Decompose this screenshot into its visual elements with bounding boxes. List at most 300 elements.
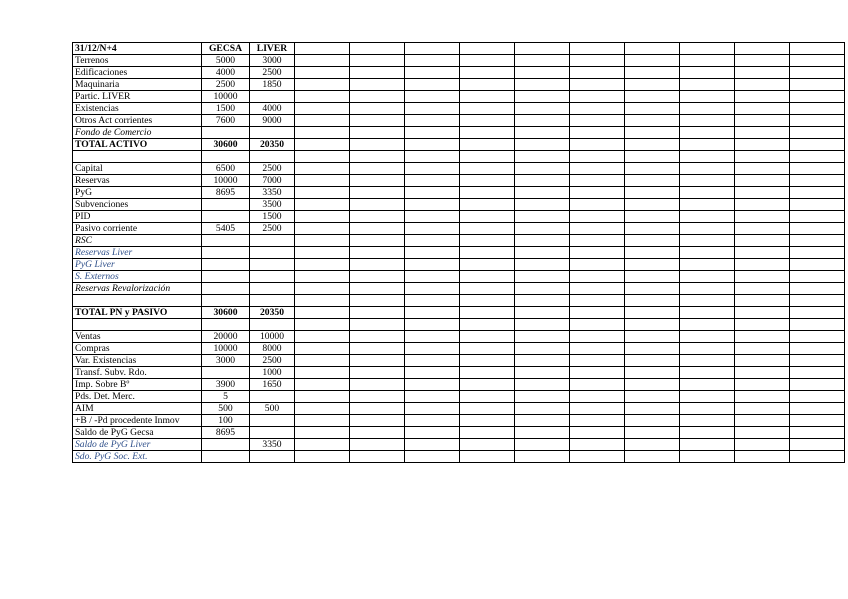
empty-cell[interactable] [790,55,845,67]
empty-cell[interactable] [460,211,515,223]
empty-cell[interactable] [790,67,845,79]
liver-value-cell[interactable]: 20350 [250,139,295,151]
empty-cell[interactable] [405,67,460,79]
empty-cell[interactable] [625,355,680,367]
empty-cell[interactable] [460,187,515,199]
empty-cell[interactable] [460,115,515,127]
gecsa-value-cell[interactable]: 10000 [202,343,250,355]
header-gecsa-cell[interactable]: GECSA [202,43,250,55]
empty-cell[interactable] [405,151,460,163]
liver-value-cell[interactable] [250,127,295,139]
empty-cell[interactable] [350,127,405,139]
liver-value-cell[interactable]: 8000 [250,343,295,355]
empty-cell[interactable] [295,115,350,127]
empty-cell[interactable] [790,199,845,211]
empty-cell[interactable] [735,367,790,379]
empty-cell[interactable] [460,319,515,331]
liver-value-cell[interactable]: 2500 [250,163,295,175]
empty-cell[interactable] [515,319,570,331]
gecsa-value-cell[interactable] [202,259,250,271]
empty-cell[interactable] [515,199,570,211]
empty-cell[interactable] [405,235,460,247]
empty-cell[interactable] [625,163,680,175]
empty-cell[interactable] [680,439,735,451]
gecsa-value-cell[interactable]: 6500 [202,163,250,175]
liver-value-cell[interactable]: 10000 [250,331,295,343]
empty-cell[interactable] [570,295,625,307]
empty-cell[interactable] [515,451,570,463]
empty-cell[interactable] [405,379,460,391]
empty-cell[interactable] [680,175,735,187]
empty-cell[interactable] [350,115,405,127]
liver-value-cell[interactable]: 500 [250,403,295,415]
empty-cell[interactable] [460,199,515,211]
empty-cell[interactable] [295,283,350,295]
empty-cell[interactable] [460,355,515,367]
empty-cell[interactable] [350,391,405,403]
gecsa-value-cell[interactable]: 10000 [202,175,250,187]
empty-cell[interactable] [735,211,790,223]
empty-cell[interactable] [790,283,845,295]
empty-cell[interactable] [735,115,790,127]
empty-cell[interactable] [295,247,350,259]
row-label-cell[interactable]: Transf. Subv. Rdo. [73,367,202,379]
empty-cell[interactable] [350,355,405,367]
empty-cell[interactable] [570,451,625,463]
empty-cell[interactable] [735,235,790,247]
empty-cell[interactable] [680,271,735,283]
row-label-cell[interactable]: Otros Act corrientes [73,115,202,127]
empty-cell[interactable] [515,247,570,259]
empty-cell[interactable] [405,331,460,343]
empty-cell[interactable] [295,55,350,67]
empty-cell[interactable] [350,151,405,163]
empty-cell[interactable] [460,367,515,379]
empty-cell[interactable] [295,427,350,439]
liver-value-cell[interactable] [250,91,295,103]
empty-cell[interactable] [405,259,460,271]
empty-cell[interactable] [515,331,570,343]
empty-cell[interactable] [295,43,350,55]
gecsa-value-cell[interactable]: 30600 [202,307,250,319]
empty-cell[interactable] [790,43,845,55]
empty-cell[interactable] [405,355,460,367]
empty-cell[interactable] [295,79,350,91]
empty-cell[interactable] [350,79,405,91]
liver-value-cell[interactable]: 1650 [250,379,295,391]
row-label-cell[interactable]: TOTAL PN y PASIVO [73,307,202,319]
empty-cell[interactable] [515,403,570,415]
row-label-cell[interactable]: Pds. Det. Merc. [73,391,202,403]
empty-cell[interactable] [295,319,350,331]
liver-value-cell[interactable]: 9000 [250,115,295,127]
empty-cell[interactable] [460,223,515,235]
empty-cell[interactable] [625,235,680,247]
gecsa-value-cell[interactable] [202,319,250,331]
empty-cell[interactable] [570,139,625,151]
empty-cell[interactable] [295,307,350,319]
empty-cell[interactable] [680,115,735,127]
liver-value-cell[interactable] [250,283,295,295]
empty-cell[interactable] [515,283,570,295]
row-label-cell[interactable]: Imp. Sobre Bº [73,379,202,391]
row-label-cell[interactable]: +B / -Pd procedente Inmov [73,415,202,427]
row-label-cell[interactable]: Ventas [73,331,202,343]
empty-cell[interactable] [405,427,460,439]
empty-cell[interactable] [680,391,735,403]
empty-cell[interactable] [405,343,460,355]
gecsa-value-cell[interactable]: 5 [202,391,250,403]
empty-cell[interactable] [460,163,515,175]
empty-cell[interactable] [515,295,570,307]
liver-value-cell[interactable] [250,391,295,403]
empty-cell[interactable] [350,319,405,331]
empty-cell[interactable] [405,247,460,259]
empty-cell[interactable] [515,211,570,223]
empty-cell[interactable] [405,139,460,151]
empty-cell[interactable] [460,415,515,427]
empty-cell[interactable] [350,91,405,103]
empty-cell[interactable] [790,439,845,451]
empty-cell[interactable] [680,343,735,355]
empty-cell[interactable] [790,259,845,271]
empty-cell[interactable] [405,43,460,55]
empty-cell[interactable] [735,439,790,451]
empty-cell[interactable] [735,379,790,391]
empty-cell[interactable] [460,259,515,271]
empty-cell[interactable] [680,199,735,211]
empty-cell[interactable] [515,355,570,367]
empty-cell[interactable] [735,271,790,283]
empty-cell[interactable] [625,319,680,331]
empty-cell[interactable] [790,391,845,403]
row-label-cell[interactable] [73,295,202,307]
empty-cell[interactable] [405,295,460,307]
empty-cell[interactable] [570,91,625,103]
empty-cell[interactable] [625,379,680,391]
empty-cell[interactable] [460,343,515,355]
empty-cell[interactable] [515,151,570,163]
empty-cell[interactable] [680,151,735,163]
liver-value-cell[interactable] [250,247,295,259]
empty-cell[interactable] [350,247,405,259]
empty-cell[interactable] [405,439,460,451]
empty-cell[interactable] [295,415,350,427]
empty-cell[interactable] [680,67,735,79]
empty-cell[interactable] [570,223,625,235]
empty-cell[interactable] [680,235,735,247]
empty-cell[interactable] [515,235,570,247]
gecsa-value-cell[interactable] [202,271,250,283]
empty-cell[interactable] [405,175,460,187]
empty-cell[interactable] [735,139,790,151]
gecsa-value-cell[interactable]: 4000 [202,67,250,79]
empty-cell[interactable] [515,79,570,91]
empty-cell[interactable] [790,307,845,319]
empty-cell[interactable] [625,247,680,259]
empty-cell[interactable] [735,55,790,67]
empty-cell[interactable] [735,67,790,79]
empty-cell[interactable] [515,439,570,451]
empty-cell[interactable] [405,367,460,379]
gecsa-value-cell[interactable] [202,199,250,211]
empty-cell[interactable] [570,67,625,79]
empty-cell[interactable] [680,79,735,91]
empty-cell[interactable] [625,91,680,103]
gecsa-value-cell[interactable]: 8695 [202,427,250,439]
empty-cell[interactable] [295,187,350,199]
liver-value-cell[interactable]: 3500 [250,199,295,211]
empty-cell[interactable] [295,271,350,283]
empty-cell[interactable] [735,307,790,319]
empty-cell[interactable] [625,283,680,295]
empty-cell[interactable] [735,223,790,235]
empty-cell[interactable] [680,331,735,343]
empty-cell[interactable] [350,139,405,151]
empty-cell[interactable] [735,151,790,163]
empty-cell[interactable] [570,151,625,163]
empty-cell[interactable] [515,67,570,79]
empty-cell[interactable] [515,127,570,139]
gecsa-value-cell[interactable] [202,127,250,139]
empty-cell[interactable] [350,451,405,463]
empty-cell[interactable] [735,403,790,415]
liver-value-cell[interactable]: 3000 [250,55,295,67]
empty-cell[interactable] [350,415,405,427]
empty-cell[interactable] [625,223,680,235]
empty-cell[interactable] [295,199,350,211]
row-label-cell[interactable]: Fondo de Comercio [73,127,202,139]
empty-cell[interactable] [625,151,680,163]
empty-cell[interactable] [790,163,845,175]
empty-cell[interactable] [570,283,625,295]
empty-cell[interactable] [515,427,570,439]
empty-cell[interactable] [625,79,680,91]
row-label-cell[interactable]: Partic. LIVER [73,91,202,103]
empty-cell[interactable] [350,223,405,235]
empty-cell[interactable] [295,391,350,403]
empty-cell[interactable] [735,343,790,355]
empty-cell[interactable] [405,163,460,175]
empty-cell[interactable] [625,367,680,379]
empty-cell[interactable] [405,79,460,91]
empty-cell[interactable] [405,211,460,223]
empty-cell[interactable] [735,187,790,199]
empty-cell[interactable] [295,355,350,367]
empty-cell[interactable] [295,451,350,463]
empty-cell[interactable] [405,271,460,283]
row-label-cell[interactable]: Sdo. PyG Soc. Ext. [73,451,202,463]
empty-cell[interactable] [735,247,790,259]
liver-value-cell[interactable] [250,451,295,463]
gecsa-value-cell[interactable]: 10000 [202,91,250,103]
empty-cell[interactable] [570,79,625,91]
gecsa-value-cell[interactable]: 2500 [202,79,250,91]
row-label-cell[interactable]: Saldo de PyG Gecsa [73,427,202,439]
empty-cell[interactable] [460,55,515,67]
gecsa-value-cell[interactable]: 5405 [202,223,250,235]
liver-value-cell[interactable] [250,295,295,307]
gecsa-value-cell[interactable]: 8695 [202,187,250,199]
empty-cell[interactable] [790,115,845,127]
empty-cell[interactable] [570,175,625,187]
empty-cell[interactable] [460,391,515,403]
empty-cell[interactable] [515,115,570,127]
empty-cell[interactable] [350,307,405,319]
empty-cell[interactable] [515,379,570,391]
empty-cell[interactable] [625,343,680,355]
empty-cell[interactable] [790,103,845,115]
empty-cell[interactable] [680,127,735,139]
empty-cell[interactable] [350,403,405,415]
empty-cell[interactable] [350,271,405,283]
empty-cell[interactable] [350,211,405,223]
empty-cell[interactable] [350,259,405,271]
empty-cell[interactable] [790,355,845,367]
empty-cell[interactable] [295,403,350,415]
row-label-cell[interactable]: Subvenciones [73,199,202,211]
empty-cell[interactable] [515,91,570,103]
empty-cell[interactable] [350,379,405,391]
empty-cell[interactable] [350,427,405,439]
gecsa-value-cell[interactable]: 30600 [202,139,250,151]
empty-cell[interactable] [625,271,680,283]
empty-cell[interactable] [570,247,625,259]
empty-cell[interactable] [570,43,625,55]
empty-cell[interactable] [570,415,625,427]
empty-cell[interactable] [295,139,350,151]
empty-cell[interactable] [570,163,625,175]
empty-cell[interactable] [460,67,515,79]
row-label-cell[interactable]: PyG [73,187,202,199]
liver-value-cell[interactable] [250,259,295,271]
empty-cell[interactable] [790,235,845,247]
empty-cell[interactable] [790,211,845,223]
empty-cell[interactable] [570,331,625,343]
empty-cell[interactable] [295,235,350,247]
gecsa-value-cell[interactable]: 3000 [202,355,250,367]
empty-cell[interactable] [680,283,735,295]
empty-cell[interactable] [515,271,570,283]
empty-cell[interactable] [515,343,570,355]
empty-cell[interactable] [680,319,735,331]
empty-cell[interactable] [460,103,515,115]
empty-cell[interactable] [570,439,625,451]
empty-cell[interactable] [295,379,350,391]
row-label-cell[interactable]: Saldo de PyG Liver [73,439,202,451]
empty-cell[interactable] [680,379,735,391]
gecsa-value-cell[interactable] [202,295,250,307]
empty-cell[interactable] [625,139,680,151]
empty-cell[interactable] [570,391,625,403]
row-label-cell[interactable]: PyG Liver [73,259,202,271]
empty-cell[interactable] [570,271,625,283]
empty-cell[interactable] [625,391,680,403]
empty-cell[interactable] [460,403,515,415]
empty-cell[interactable] [460,91,515,103]
row-label-cell[interactable]: Compras [73,343,202,355]
empty-cell[interactable] [295,91,350,103]
empty-cell[interactable] [460,43,515,55]
gecsa-value-cell[interactable]: 500 [202,403,250,415]
row-label-cell[interactable]: TOTAL ACTIVO [73,139,202,151]
gecsa-value-cell[interactable] [202,235,250,247]
row-label-cell[interactable]: Edificaciones [73,67,202,79]
empty-cell[interactable] [625,415,680,427]
empty-cell[interactable] [460,379,515,391]
empty-cell[interactable] [680,247,735,259]
empty-cell[interactable] [790,175,845,187]
empty-cell[interactable] [625,115,680,127]
empty-cell[interactable] [790,223,845,235]
empty-cell[interactable] [460,295,515,307]
empty-cell[interactable] [460,175,515,187]
empty-cell[interactable] [405,283,460,295]
empty-cell[interactable] [680,403,735,415]
empty-cell[interactable] [460,79,515,91]
empty-cell[interactable] [680,139,735,151]
empty-cell[interactable] [680,91,735,103]
empty-cell[interactable] [735,391,790,403]
empty-cell[interactable] [625,127,680,139]
liver-value-cell[interactable] [250,415,295,427]
liver-value-cell[interactable]: 3350 [250,187,295,199]
gecsa-value-cell[interactable] [202,439,250,451]
gecsa-value-cell[interactable]: 100 [202,415,250,427]
empty-cell[interactable] [405,415,460,427]
empty-cell[interactable] [790,247,845,259]
empty-cell[interactable] [295,343,350,355]
empty-cell[interactable] [625,67,680,79]
liver-value-cell[interactable]: 7000 [250,175,295,187]
row-label-cell[interactable] [73,151,202,163]
empty-cell[interactable] [295,175,350,187]
empty-cell[interactable] [790,331,845,343]
empty-cell[interactable] [515,223,570,235]
empty-cell[interactable] [735,451,790,463]
empty-cell[interactable] [570,187,625,199]
empty-cell[interactable] [350,103,405,115]
empty-cell[interactable] [405,127,460,139]
empty-cell[interactable] [295,127,350,139]
gecsa-value-cell[interactable]: 5000 [202,55,250,67]
liver-value-cell[interactable]: 2500 [250,223,295,235]
empty-cell[interactable] [790,127,845,139]
empty-cell[interactable] [680,415,735,427]
row-label-cell[interactable]: Var. Existencias [73,355,202,367]
gecsa-value-cell[interactable] [202,367,250,379]
empty-cell[interactable] [405,307,460,319]
empty-cell[interactable] [735,127,790,139]
empty-cell[interactable] [680,103,735,115]
empty-cell[interactable] [295,295,350,307]
empty-cell[interactable] [405,391,460,403]
empty-cell[interactable] [460,307,515,319]
empty-cell[interactable] [405,223,460,235]
empty-cell[interactable] [625,259,680,271]
empty-cell[interactable] [460,235,515,247]
empty-cell[interactable] [790,451,845,463]
liver-value-cell[interactable]: 20350 [250,307,295,319]
empty-cell[interactable] [735,259,790,271]
empty-cell[interactable] [735,331,790,343]
empty-cell[interactable] [350,295,405,307]
empty-cell[interactable] [295,163,350,175]
gecsa-value-cell[interactable] [202,247,250,259]
empty-cell[interactable] [790,271,845,283]
gecsa-value-cell[interactable]: 3900 [202,379,250,391]
row-label-cell[interactable]: S. Externos [73,271,202,283]
